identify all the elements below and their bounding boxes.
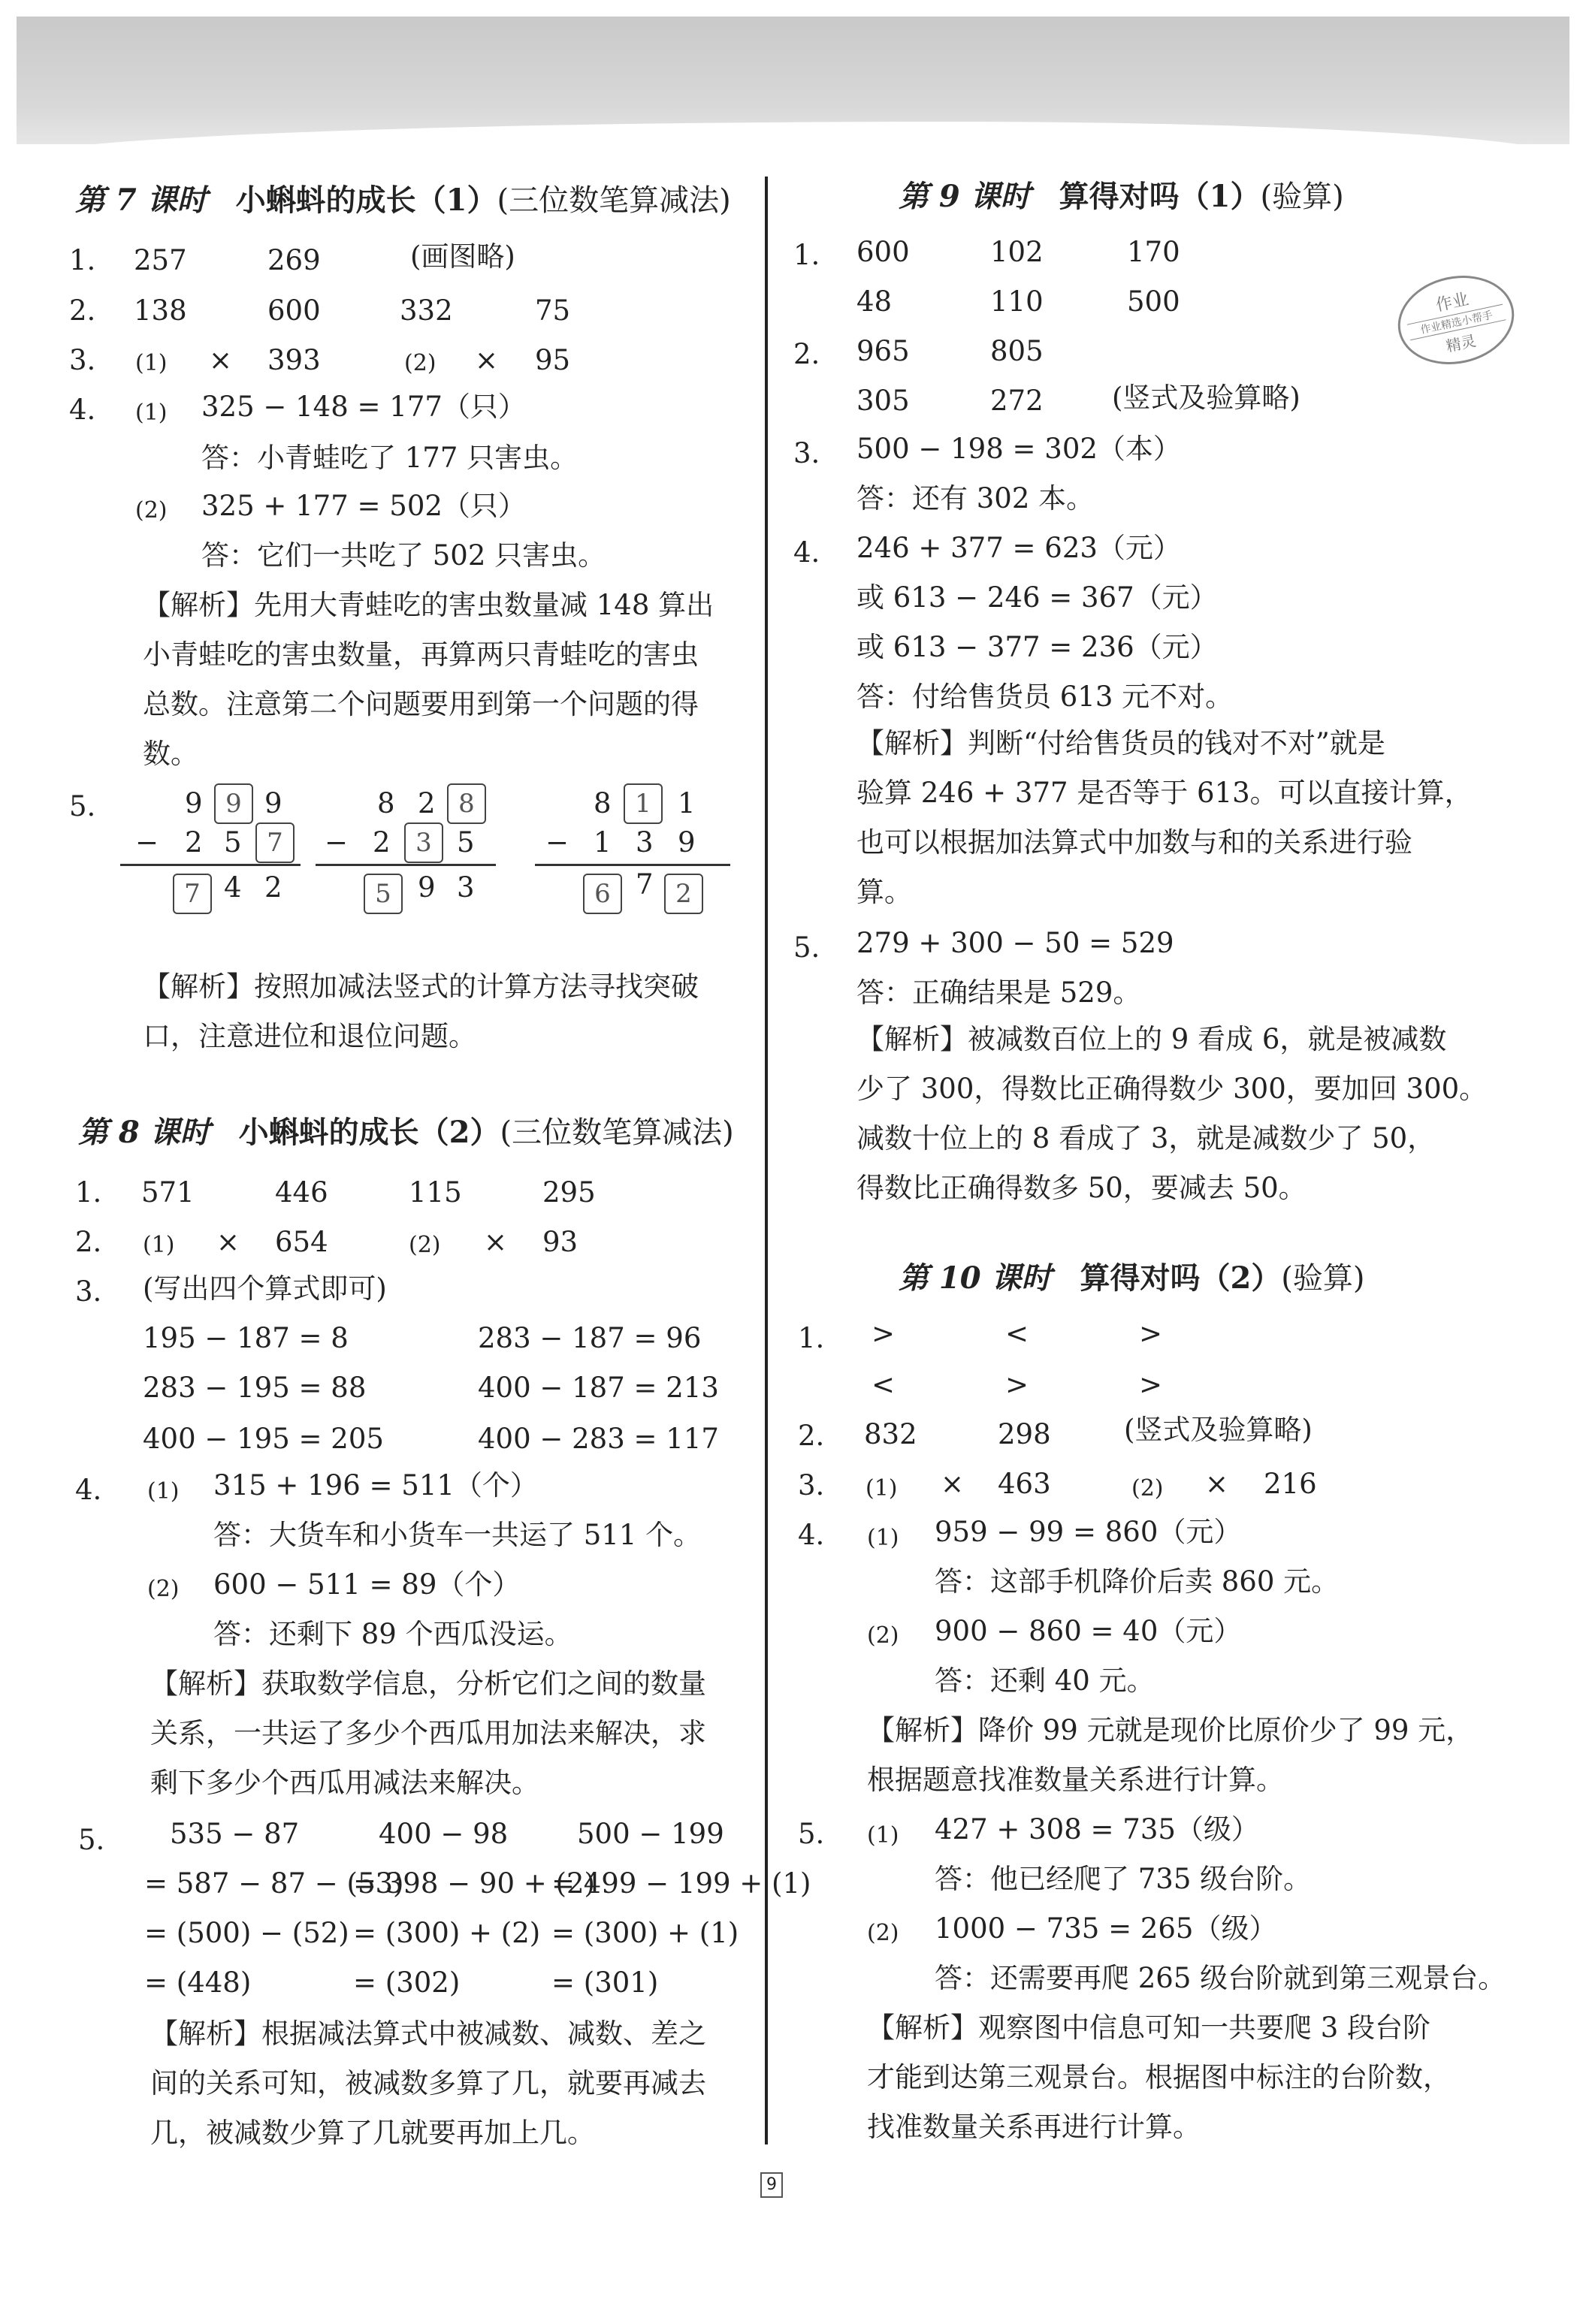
explanation-line: 间的关系可知，被减数多算了几，就要再减去 (150, 2067, 706, 2099)
answer-box: 9 (214, 783, 253, 824)
answer: 93 (542, 1226, 579, 1258)
equation: 279 + 300 − 50 = 529 (856, 927, 1174, 959)
answer-box: 8 (447, 783, 486, 824)
q-number: 4. (798, 1519, 825, 1551)
q-number: 1. (69, 244, 96, 276)
sub-number: (1) (866, 1475, 898, 1502)
compare-sign: > (1139, 1369, 1163, 1401)
answer-box: 7 (255, 822, 295, 863)
q-number: 2. (793, 338, 820, 370)
q-number: 1. (798, 1322, 825, 1354)
page-number: 9 (760, 2172, 783, 2198)
q-number: 3. (75, 1275, 102, 1308)
note: (写出四个算式即可) (143, 1272, 387, 1305)
expression: = (448) (144, 1966, 252, 1999)
stamp-text: 作业 (1433, 290, 1471, 315)
column-divider (765, 177, 768, 2144)
answer-box: 7 (173, 874, 212, 914)
digit: 7 (636, 868, 654, 901)
digit: 2 (185, 826, 203, 859)
compare-sign: > (872, 1317, 896, 1350)
compare-sign: < (1005, 1317, 1029, 1350)
explanation-line: 减数十位上的 8 看成了 3，就是减数少了 50， (856, 1122, 1436, 1154)
digit: 1 (594, 826, 612, 859)
explanation-line: 总数。注意第二个问题要用到第一个问题的得 (143, 688, 699, 720)
answer: 571 (141, 1176, 195, 1209)
digit: 9 (264, 787, 282, 819)
sub-number: (2) (867, 1920, 899, 1946)
explanation-line: 口，注意进位和退位问题。 (143, 1020, 476, 1052)
equation: 246 + 377 = 623（元） (856, 532, 1181, 564)
stamp-text: 作业精选小帮手 (1407, 304, 1506, 341)
answer: 48 (856, 285, 893, 318)
q-number: 1. (75, 1176, 102, 1209)
answer: 75 (535, 294, 571, 327)
answer: 446 (275, 1176, 328, 1209)
answer-sentence: 答：他已经爬了 735 级台阶。 (935, 1863, 1312, 1895)
answer: 110 (990, 285, 1044, 318)
q-number: 2. (75, 1226, 102, 1258)
answer: 832 (864, 1418, 917, 1450)
digit: 2 (264, 871, 282, 904)
equation: 600 − 511 = 89（个） (213, 1568, 521, 1601)
expression: 535 − 87 (170, 1818, 300, 1850)
q-number: 4. (69, 394, 96, 426)
minus-sign: − (135, 826, 159, 859)
lesson8-title (78, 1116, 734, 1149)
equation: 325 − 148 = 177（只） (201, 391, 526, 423)
answer-sentence: 答：还剩下 89 个西瓜没运。 (213, 1618, 572, 1650)
stamp-logo (1390, 265, 1523, 375)
answer: 600 (267, 294, 321, 327)
lesson9-title (899, 180, 1344, 213)
q-number: 2. (69, 294, 96, 327)
answer-sentence: 答：小青蛙吃了 177 只害虫。 (201, 442, 579, 474)
answer: 332 (400, 294, 453, 327)
compare-sign: < (872, 1369, 896, 1401)
answer-sentence: 答：这部手机降价后卖 860 元。 (935, 1565, 1340, 1598)
answer: 500 (1127, 285, 1180, 318)
answer-sentence: 答：大货车和小货车一共运了 511 个。 (213, 1519, 702, 1551)
sub-number: (1) (867, 1822, 899, 1849)
digit: 9 (678, 826, 696, 859)
answer: 257 (134, 244, 187, 276)
digit: 3 (457, 871, 475, 904)
sub-number: (2) (1131, 1475, 1164, 1502)
sub-number: (1) (143, 1232, 175, 1258)
equation: 900 − 860 = 40（元） (935, 1615, 1242, 1647)
sub-number: (2) (147, 1576, 180, 1602)
sum-line (535, 864, 730, 866)
q-number: 4. (793, 536, 820, 569)
equation: 195 − 187 = 8 (143, 1322, 349, 1354)
digit: 4 (224, 871, 242, 904)
expression: = 587 − 87 − (53) (144, 1867, 404, 1900)
digit: 2 (373, 826, 391, 859)
lesson7-title (75, 184, 731, 217)
explanation-line: 【解析】观察图中信息可知一共要爬 3 段台阶 (867, 2012, 1431, 2044)
answer: 170 (1127, 236, 1180, 268)
answer-box: 2 (664, 874, 703, 914)
digit: 8 (377, 787, 395, 819)
equation: 400 − 283 = 117 (478, 1423, 719, 1455)
explanation-line: 找准数量关系再进行计算。 (867, 2111, 1201, 2143)
q-number: 5. (798, 1818, 825, 1850)
sub-number: (2) (409, 1232, 441, 1258)
answer: 654 (275, 1226, 328, 1258)
expression: 500 − 199 (577, 1818, 724, 1850)
expression: = (300) + (1) (551, 1917, 739, 1949)
expression: = (301) (551, 1966, 659, 1999)
sub-number: (2) (867, 1622, 899, 1649)
lesson10-title (899, 1262, 1365, 1295)
q-number: 5. (78, 1824, 105, 1856)
expression: = 398 − 90 + (2) (353, 1867, 595, 1900)
explanation-line: 数。 (143, 738, 198, 770)
explanation-line: 【解析】根据减法算式中被减数、减数、差之 (150, 2018, 706, 2050)
answer-box: 3 (404, 822, 443, 863)
lesson-topic: (验算) (1260, 180, 1344, 214)
sum-line (120, 864, 301, 866)
digit: 9 (418, 871, 436, 904)
sub-number: (1) (135, 400, 168, 426)
digit: 5 (224, 826, 242, 859)
digit: 3 (636, 826, 654, 859)
answer-sentence: 答：还有 302 本。 (856, 482, 1095, 515)
equation: 400 − 187 = 213 (478, 1372, 719, 1404)
compare-sign: > (1139, 1317, 1163, 1350)
mark: × (484, 1226, 508, 1258)
note: (竖式及验算略) (1124, 1414, 1313, 1446)
answer: 216 (1264, 1468, 1317, 1500)
q-number: 2. (798, 1420, 825, 1452)
equation: 500 − 198 = 302（本） (856, 433, 1181, 465)
answer: 965 (856, 335, 910, 367)
sub-number: (2) (135, 497, 168, 524)
lesson-name: 算得对吗（2） (1080, 1260, 1282, 1296)
lesson-number: 第 8 课时 (78, 1115, 210, 1150)
mark: × (209, 344, 233, 376)
equation: 427 + 308 = 735（级） (935, 1813, 1259, 1846)
answer: 272 (990, 385, 1044, 417)
sum-line (316, 864, 496, 866)
explanation-line: 【解析】被减数百位上的 9 看成 6，就是被减数 (856, 1023, 1447, 1055)
digit: 9 (185, 787, 203, 819)
explanation-line: 关系，一共运了多少个西瓜用加法来解决，求 (150, 1717, 706, 1749)
answer: 138 (134, 294, 187, 327)
stamp-text: 精灵 (1444, 331, 1478, 356)
mark: × (216, 1226, 240, 1258)
digit: 8 (594, 787, 612, 819)
explanation-line: 剩下多少个西瓜用减法来解决。 (150, 1767, 539, 1799)
sub-number: (1) (135, 350, 168, 376)
answer-box: 6 (583, 874, 622, 914)
answer-sentence: 答：还剩 40 元。 (935, 1665, 1155, 1697)
q-number: 3. (798, 1469, 825, 1502)
explanation-line: 【解析】按照加减法竖式的计算方法寻找突破 (143, 970, 699, 1003)
q-number: 5. (793, 931, 820, 964)
lesson-number: 第 10 课时 (899, 1260, 1052, 1296)
answer: 305 (856, 385, 910, 417)
explanation-line: 【解析】判断“付给售货员的钱对不对”就是 (856, 727, 1385, 759)
answer: 600 (856, 236, 910, 268)
q-number: 3. (793, 437, 820, 469)
explanation-line: 验算 246 + 377 是否等于 613。可以直接计算， (856, 777, 1473, 809)
answer-box: 5 (364, 874, 403, 914)
lesson-topic: (三位数笔算减法) (500, 1115, 734, 1150)
digit: 5 (457, 826, 475, 859)
answer: 269 (267, 244, 321, 276)
note: (竖式及验算略) (1112, 382, 1301, 414)
equation: 或 613 − 377 = 236（元） (856, 631, 1218, 663)
equation: 283 − 195 = 88 (143, 1372, 367, 1404)
answer: 393 (267, 344, 321, 376)
explanation-line: 才能到达第三观景台。根据图中标注的台阶数， (867, 2061, 1451, 2093)
expression: = (500) − (52) (144, 1917, 349, 1949)
minus-sign: − (325, 826, 349, 859)
answer: 295 (542, 1176, 596, 1209)
expression: = 499 − 199 + (1) (551, 1867, 811, 1900)
lesson-name: 算得对吗（1） (1059, 179, 1261, 214)
equation: 315 + 196 = 511（个） (213, 1469, 538, 1502)
mark: × (941, 1468, 965, 1500)
explanation-line: 少了 300，得数比正确得数少 300，要加回 300。 (856, 1073, 1488, 1105)
q-number: 3. (69, 344, 96, 376)
explanation-line: 【解析】获取数学信息，分析它们之间的数量 (150, 1668, 706, 1700)
answer-box: 1 (624, 783, 663, 824)
explanation-line: 得数比正确得数多 50，要减去 50。 (856, 1172, 1307, 1204)
equation: 或 613 − 246 = 367（元） (856, 581, 1218, 614)
mark: × (475, 344, 499, 376)
digit: 2 (418, 787, 436, 819)
compare-sign: > (1005, 1369, 1029, 1401)
answer: 115 (409, 1176, 462, 1209)
explanation-line: 【解析】先用大青蛙吃的害虫数量减 148 算出 (143, 589, 714, 621)
explanation-line: 小青蛙吃的害虫数量，再算两只青蛙吃的害虫 (143, 638, 699, 671)
expression: = (300) + (2) (353, 1917, 541, 1949)
mark: × (1205, 1468, 1229, 1500)
expression: = (302) (353, 1966, 461, 1999)
lesson-name: 小蝌蚪的成长（1） (235, 183, 497, 218)
q-number: 4. (75, 1474, 102, 1506)
page-header-band (17, 17, 1569, 144)
equation: 400 − 195 = 205 (143, 1423, 384, 1455)
explanation-line: 几，被减数少算了几就要再加上几。 (150, 2117, 595, 2149)
answer-sentence: 答：付给售货员 613 元不对。 (856, 681, 1234, 713)
lesson-number: 第 9 课时 (899, 179, 1031, 214)
equation: 1000 − 735 = 265（级） (935, 1912, 1277, 1945)
lesson-number: 第 7 课时 (75, 183, 207, 218)
lesson-name: 小蝌蚪的成长（2） (238, 1115, 500, 1150)
answer-sentence: 答：正确结果是 529。 (856, 976, 1141, 1009)
note: (画图略) (410, 240, 515, 273)
minus-sign: − (545, 826, 569, 859)
sub-number: (2) (404, 350, 437, 376)
equation: 325 + 177 = 502（只） (201, 490, 526, 522)
answer: 298 (998, 1418, 1051, 1450)
explanation-line: 算。 (856, 876, 912, 908)
equation: 959 − 99 = 860（元） (935, 1516, 1242, 1548)
expression: 400 − 98 (379, 1818, 509, 1850)
digit: 1 (678, 787, 696, 819)
q-number: 1. (793, 239, 820, 271)
explanation-line: 也可以根据加法算式中加数与和的关系进行验 (856, 826, 1412, 859)
answer: 805 (990, 335, 1044, 367)
lesson-topic: (三位数笔算减法) (497, 183, 731, 218)
q-number: 5. (69, 790, 96, 822)
answer-sentence: 答：它们一共吃了 502 只害虫。 (201, 539, 606, 572)
sub-number: (1) (147, 1478, 180, 1505)
explanation-line: 【解析】降价 99 元就是现价比原价少了 99 元， (867, 1714, 1474, 1746)
lesson-topic: (验算) (1281, 1261, 1365, 1296)
answer-sentence: 答：还需要再爬 265 级台阶就到第三观景台。 (935, 1962, 1506, 1994)
answer: 463 (998, 1468, 1051, 1500)
answer: 102 (990, 236, 1044, 268)
sub-number: (1) (867, 1525, 899, 1551)
explanation-line: 根据题意找准数量关系进行计算。 (867, 1764, 1284, 1796)
equation: 283 − 187 = 96 (478, 1322, 702, 1354)
answer: 95 (535, 344, 571, 376)
